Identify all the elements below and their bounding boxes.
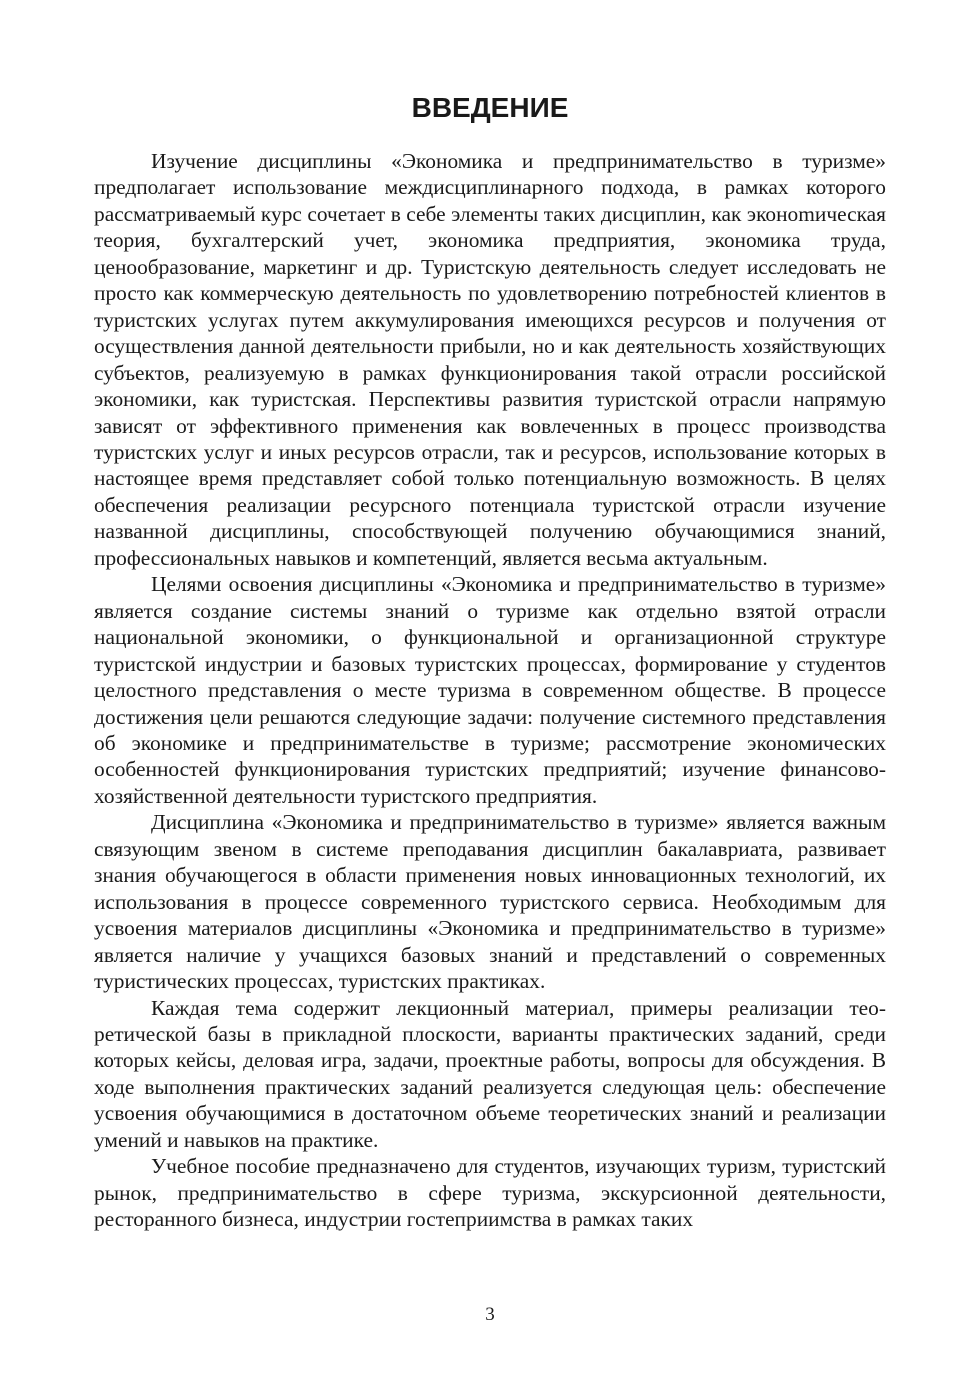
paragraph: Дисциплина «Экономика и предпринимательство в туризме» является важным связующим звеном в системе преподавания дисциплин бакалавриата, развивает знания обучающегося в области применения новых инновационных технологий, их использования в процессе современного туристского сервиса. Необходимым для усвоения материалов дисциплины «Экономика и предпринимательство в туризме» является наличие у учащихся базовых знаний и представлений о современных туристических процессах, туристских практиках. bbox=[94, 810, 886, 994]
page-number: 3 bbox=[485, 1304, 495, 1325]
page-title: ВВЕДЕНИЕ bbox=[411, 92, 569, 123]
paragraph: Каждая тема содержит лекционный материал, примеры реализации теоретической базы в прикладной плоскости, варианты практических заданий, среди которых кейсы, деловая игра, задачи, проектные работы, вопросы для обсуждения. В ходе выполнения практических заданий реализуется следующая цель: обеспечение усвоения обучающимися в достаточном объеме теоретических знаний и реализации умений и навыков на практике. bbox=[94, 995, 886, 1152]
body-text bbox=[94, 148, 886, 1233]
paragraph: Учебное пособие предназначено для студентов, изучающих туризм, туристский рынок, предпринимательство в сфере туризма, экскурсионной деятельности, ресторанного бизнеса, индустрии гостеприимства в рамках таких bbox=[94, 1154, 886, 1232]
paragraph: Целями освоения дисциплины «Экономика и предпринимательство в туризме» является создание системы знаний о туризме как отдельно взятой отрасли национальной экономики, о функциональной и организационной структуре туристской индустрии и базовых туристских процессах, формирование у студентов целостного представления о месте туризма в современном обществе. В процессе достижения цели решаются следующие задачи: получение системного представления об экономике и предпринимательстве в туризме; рассмотрение экономических особенностей функционирования туристских предприятий; изучение финансово-хозяйственной деятельности туристского предприятия. bbox=[94, 572, 886, 808]
paragraph: Изучение дисциплины «Экономика и предпринимательство в туризме» предполагает использование междисциплинарного подхода, в рамках которого рассматриваемый курс сочетает в себе элементы таких дисциплин, как эконоmическая теория, бухгалтерский учет, экономика предприятия, экономика труда, ценообразование, маркетинг и др. Туристскую деятельность следует исследовать не просто как коммерческую деятельность по удовлетворению потребностей клиентов в туристских услугах путем аккумулирования имеющихся ресурсов и получения от осуществления данной деятельности прибыли, но и как деятельность хозяйствующих субъектов, реализуемую в рамках функционирования такой отрасли российской экономики, как туристская. Перспективы развития туристской отрасли напрямую зависят от эффективного применения как вовлеченных в процесс производства туристских услуг и иных ресурсов отрасли, так и ресурсов, использование которых в настоящее время представляет собой только потенциальную возможность. В целях обеспечения реализации ресурсного потенциала туристской отрасли изучение названной дисциплины, способствующей получению обучающимися знаний, профессиональных навыков и компетенций, является весьма актуальным. bbox=[94, 149, 886, 570]
